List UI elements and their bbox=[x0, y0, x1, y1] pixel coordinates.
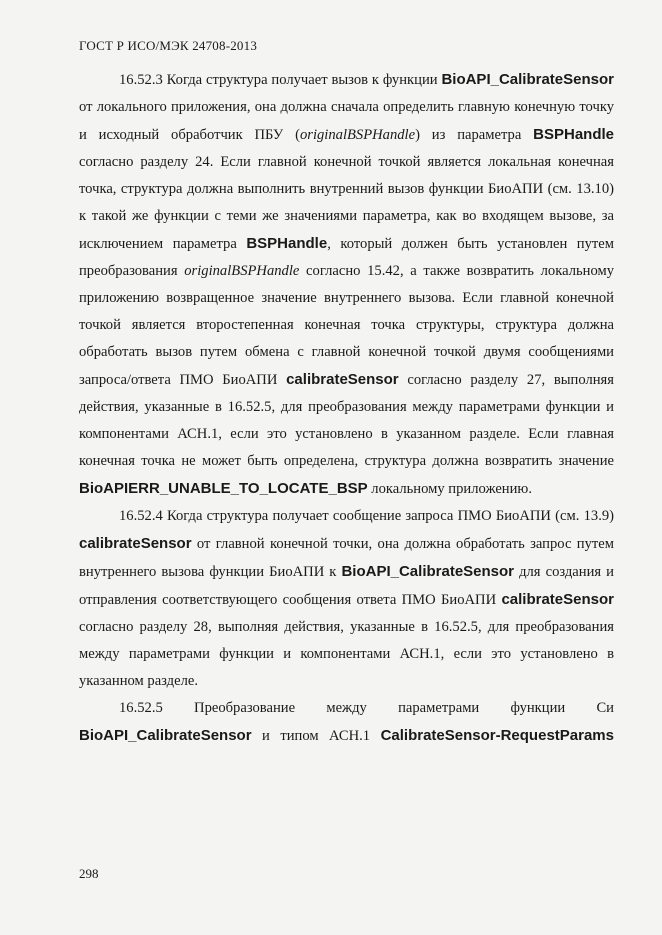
text-run: 16.52.3 Когда структура получает вызов к функции bbox=[119, 72, 442, 88]
code-term: calibrateSensor bbox=[79, 535, 192, 552]
code-term: BioAPI_CalibrateSensor bbox=[79, 727, 252, 744]
code-term: BioAPIERR_UNABLE_TO_LOCATE_BSP bbox=[79, 480, 368, 497]
text-run: от главной конечной точки, она должна обработать запрос путем внутреннего вызова функции БиоАПИ к bbox=[79, 536, 614, 580]
text-run: 16.52.4 Когда структура получает сообщение запроса ПМО БиоАПИ (см. 13.9) bbox=[119, 508, 614, 524]
code-term: CalibrateSensor-RequestParams bbox=[380, 727, 614, 744]
code-term: BSPHandle bbox=[246, 235, 328, 252]
text-run: от локального приложения, она должна сначала определить главную конечную точку и исходный обработчик ПБУ ( bbox=[79, 99, 614, 143]
code-term: BioAPI_CalibrateSensor bbox=[341, 563, 515, 580]
page-number: 298 bbox=[79, 866, 99, 881]
paragraph-16-52-5 bbox=[79, 695, 614, 750]
text-run: согласно 15.42, а также возвратить локальному приложению возвращенное значение внутреннего вызова. Если главной конечной точкой является второстепенная конечная точка структуры, структура должна обработать вызов путем обмена с главной конечной точкой двумя сообщениями запроса/ответа ПМО БиоАПИ bbox=[79, 263, 614, 388]
code-term: BioAPI_CalibrateSensor bbox=[441, 71, 614, 88]
text-run: для создания и отправления соответствующего сообщения ответа ПМО БиоАПИ bbox=[79, 564, 614, 608]
italic-term: originalBSPHandle bbox=[299, 127, 416, 143]
italic-term: originalBSPHandle bbox=[184, 263, 300, 279]
code-term: BSPHandle bbox=[533, 126, 614, 143]
paragraph-16-52-4 bbox=[79, 503, 614, 695]
paragraph-16-52-3 bbox=[79, 66, 614, 503]
code-term: calibrateSensor bbox=[501, 591, 614, 608]
text-run: ) из параметра bbox=[415, 127, 534, 143]
text-run: локальному приложению. bbox=[367, 481, 532, 497]
text-run: согласно разделу 28, выполняя действия, указанные в 16.52.5, для преобразования между параметрами функции и компонентами АСН.1, если это установлено в указанном разделе. bbox=[79, 619, 614, 689]
text-run: согласно разделу 24. Если главной конечной точкой является локальная конечная точка, структура должна выполнить внутренний вызов функции БиоАПИ (см. 13.10) к такой же функции с теми же значениями параметра, как во входящем вызове, за исключением параметра bbox=[79, 154, 614, 252]
code-term: calibrateSensor bbox=[286, 371, 399, 388]
text-run: 16.52.5 Преобразование между параметрами функции Си bbox=[119, 700, 614, 716]
text-run: , который должен быть установлен путем преобразования bbox=[79, 236, 615, 279]
body-text bbox=[79, 66, 614, 750]
text-run: согласно разделу 27, выполняя действия, указанные в 16.52.5, для преобразования между параметрами функции и компонентами АСН.1, если это установлено в указанном разделе. Если главная конечная точка не может быть определена, структура должна возвратить значение bbox=[79, 372, 614, 469]
text-run: и типом АСН.1 bbox=[251, 728, 381, 744]
document-header: ГОСТ Р ИСО/МЭК 24708-2013 bbox=[79, 38, 258, 53]
